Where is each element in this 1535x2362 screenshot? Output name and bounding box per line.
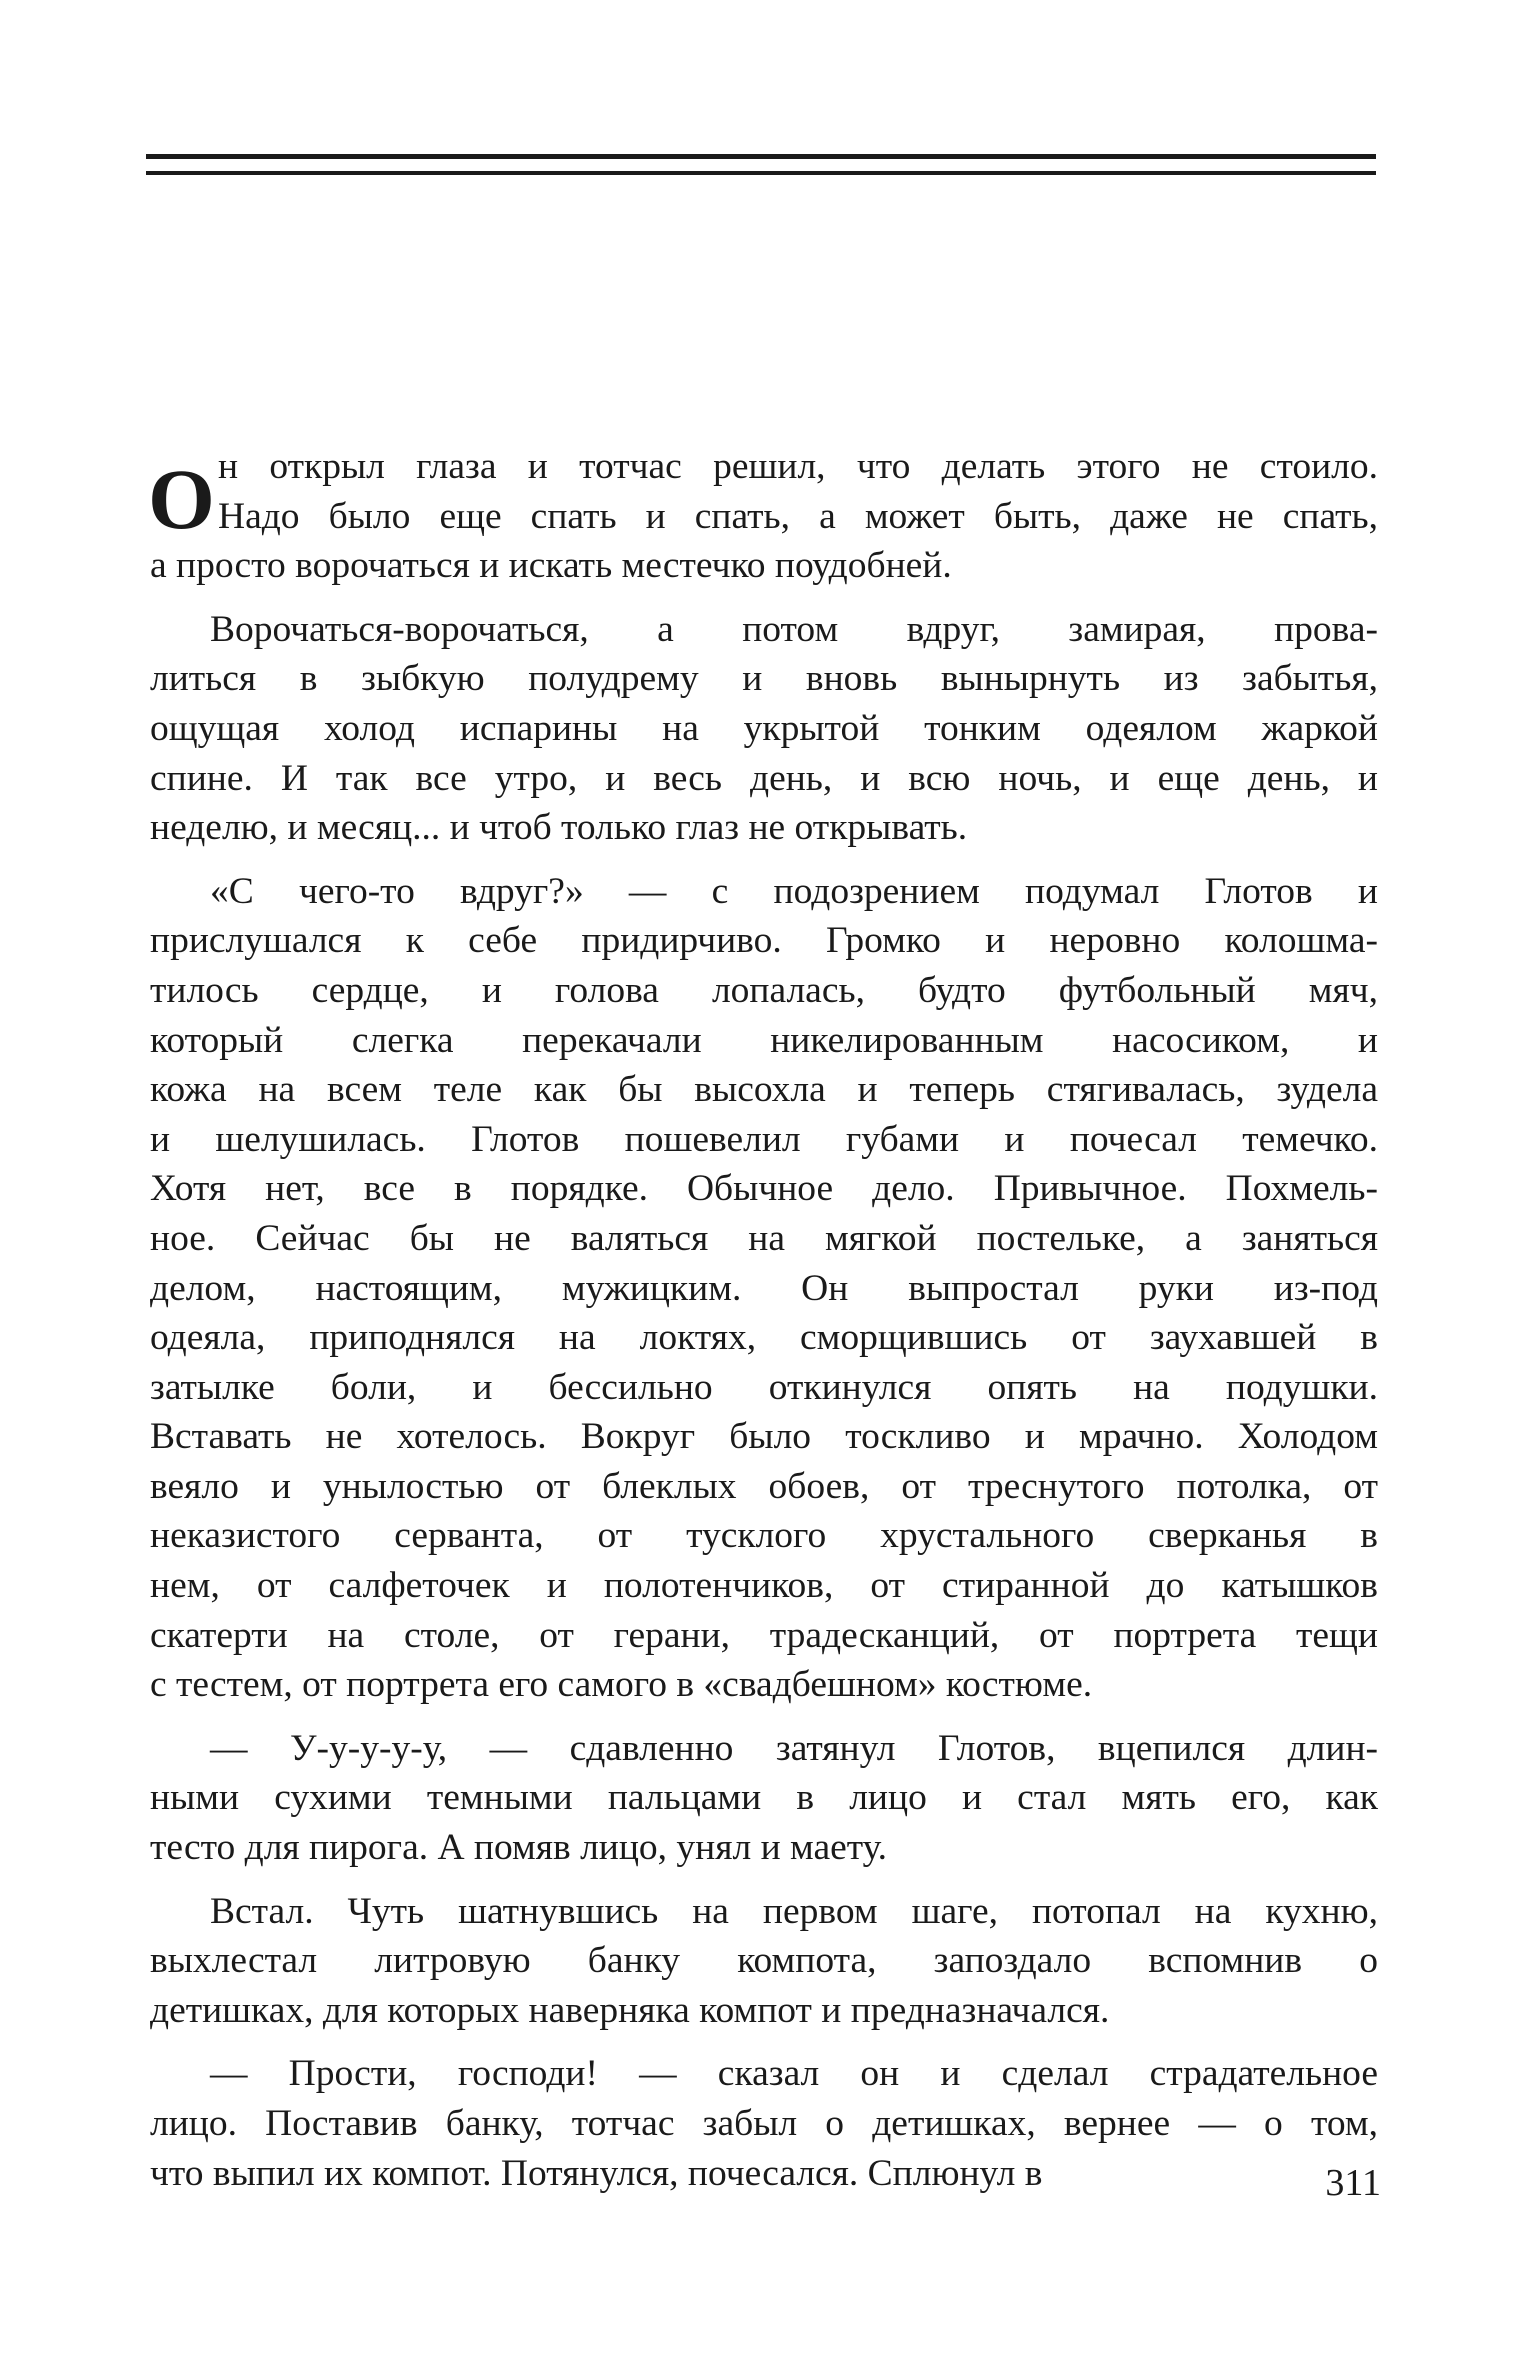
text-line: Встал. Чуть шатнувшись на первом шаге, потопал на кухню, [210, 1890, 1378, 1932]
text-line: скатерти на столе, от герани, традесканций, от портрета тещи [150, 1614, 1378, 1656]
text-line: а просто ворочаться и искать местечко поудобней. [150, 545, 952, 587]
text-line: литься в зыбкую полудрему и вновь вынырнуть из забытья, [150, 658, 1378, 700]
text-line: который слегка перекачали никелированным насосиком, и [150, 1019, 1378, 1061]
text-line: прислушался к себе придирчиво. Громко и неровно колошма- [150, 920, 1378, 962]
paragraph-gap [150, 1873, 1378, 1887]
text-line: нем, от салфеточек и полотенчиков, от стиранной до катышков [150, 1565, 1378, 1607]
text-line: н открыл глаза и тотчас решил, что делать этого не стоило. [218, 446, 1378, 487]
page-number: 311 [1325, 2162, 1381, 2204]
text-line: ное. Сейчас бы не валяться на мягкой постельке, а заняться [150, 1217, 1378, 1259]
header-rule-thick [146, 154, 1376, 159]
paragraph-gap [150, 853, 1378, 867]
text-line: детишках, для которых наверняка компот и предназначался. [150, 1989, 1110, 2031]
text-line: с тестем, от портрета его самого в «свадбешном» костюме. [150, 1664, 1093, 1706]
text-line: неказистого серванта, от тусклого хрустального сверканья в [150, 1515, 1378, 1557]
header-rule-thin [146, 171, 1376, 175]
text-line: делом, настоящим, мужицким. Он выпростал руки из-под [150, 1267, 1378, 1309]
text-line: лицо. Поставив банку, тотчас забыл о детишках, вернее — о том, [150, 2103, 1378, 2144]
text-line: Хотя нет, все в порядке. Обычное дело. Привычное. Похмель- [150, 1168, 1378, 1210]
text-line: — У-у-у-у-у, — сдавленно затянул Глотов, вцепился длин- [210, 1727, 1378, 1769]
text-line: затылке боли, и бессильно откинулся опять на подушки. [150, 1366, 1378, 1408]
text-line: веяло и унылостью от блеклых обоев, от треснутого потолка, от [150, 1465, 1378, 1507]
paragraph-gap [150, 1710, 1378, 1724]
text-line: что выпил их компот. Потянулся, почесался. Сплюнул в [150, 2152, 1043, 2194]
text-line: выхлестал литровую банку компота, запоздало вспомнив о [150, 1940, 1378, 1982]
text-line: и шелушилась. Глотов пошевелил губами и почесал темечко. [150, 1118, 1378, 1160]
text-line: неделю, и месяц... и чтоб только глаз не открывать. [150, 807, 968, 849]
text-line: «С чего-то вдруг?» — с подозрением подумал Глотов и [210, 870, 1378, 912]
text-line: спине. И так все утро, и весь день, и всю ночь, и еще день, и [150, 757, 1378, 799]
body-text [150, 442, 1378, 2198]
text-line: тесто для пирога. А помяв лицо, унял и маету. [150, 1827, 888, 1869]
text-line: тилось сердце, и голова лопалась, будто футбольный мяч, [150, 969, 1378, 1011]
text-line: Вставать не хотелось. Вокруг было тоскливо и мрачно. Холодом [150, 1416, 1378, 1458]
drop-cap: О [148, 451, 215, 547]
text-line: ощущая холод испарины на укрытой тонким одеялом жаркой [150, 707, 1378, 749]
text-line: одеяла, приподнялся на локтях, сморщившись от заухавшей в [150, 1317, 1378, 1359]
text-line: ными сухими темными пальцами в лицо и стал мять его, как [150, 1777, 1378, 1819]
text-line: кожа на всем теле как бы высохла и теперь стягивалась, зудела [150, 1069, 1378, 1111]
text-line: — Прости, господи! — сказал он и сделал страдательное [210, 2053, 1378, 2095]
text-line: Ворочаться-ворочаться, а потом вдруг, замирая, прова- [210, 608, 1378, 650]
text-line: Надо было еще спать и спать, а может быть, даже не спать, [218, 495, 1378, 537]
paragraph-gap [150, 2035, 1378, 2049]
paragraph-gap [150, 591, 1378, 605]
